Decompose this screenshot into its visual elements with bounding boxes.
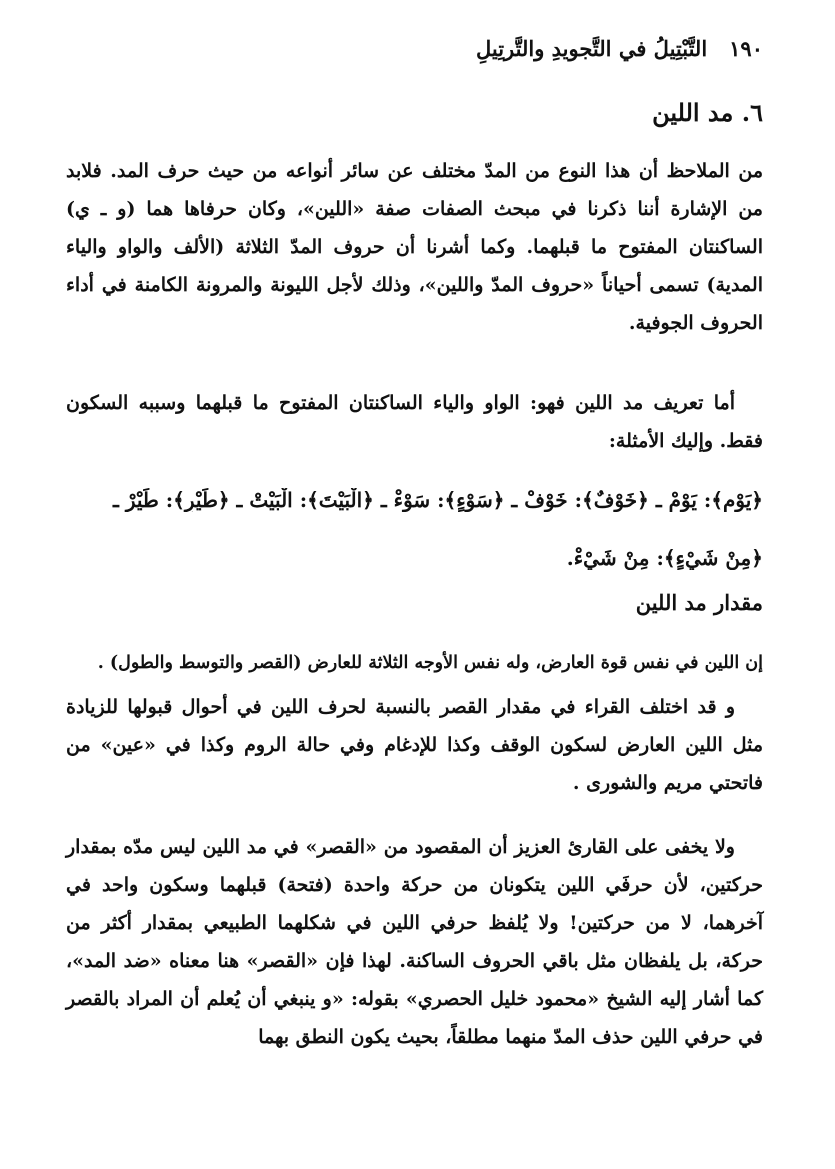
running-title: التَّبْتِيلُ في التَّجويدِ والتَّرتِيلِ <box>475 35 708 61</box>
examples-line-2: ﴿مِنْ شَيْءٍ﴾: مِنْ شَيْءْ. <box>566 546 763 570</box>
paragraph-definition-text: أما تعريف مد اللين فهو: الواو والياء الساكنتان المفتوح ما قبلهما وسببه السكون فقط. وإليك الأمثلة: <box>66 392 763 452</box>
paragraph-intro: من الملاحظ أن هذا النوع من المدّ مختلف عن سائر أنواعه من حيث حرف المد. فلابد من الإشارة أننا ذكرنا في مبحث الصفات صفة «اللين»، وكان حرفاها هما (و ـ ي) الساكنتان المفتوح ما قبلهما. وكما أشرنا أن حروف المدّ الثلاثة (الألف والواو والياء المدية) تسمى أحياناً «حروف المدّ واللين»، وذلك لأجل الليونة والمرونة الكامنة في أداء الحروف الجوفية. <box>66 160 763 334</box>
page-header <box>72 28 763 68</box>
paragraph-qasr-meaning-text: ولا يخفى على القارئ العزيز أن المقصود من «القصر» في مد اللين ليس مدّه بمقدار حركتين، لأن حرفَي اللين يتكونان من حركة واحدة (فتحة) قبلهما وسكون واحد في آخرهما، لا من حركتين! ولا يُلفظ حرفي اللين في شكلهما الطبيعي بمقدار أكثر من حركة، بل يلفظان مثل باقي الحروف الساكنة. لهذا فإن «القصر» هنا معناه «ضد المد»، كما أشار إليه الشيخ «محمود خليل الحصري» بقوله: «و ينبغي أن يُعلم أن المراد بالقصر في حرفي اللين حذف المدّ منهما مطلقاً، بحيث يكون النطق بهما <box>66 836 763 1048</box>
paragraph-qasr-meaning <box>66 828 763 1056</box>
examples-line-1: ﴿يَوْمِ﴾: يَوْمْ ـ ﴿خَوْفٌ﴾: خَوْفْ ـ ﴿سَوْءٍ﴾: سَوْءْ ـ ﴿الْبَيْتَ﴾: الْبَيْتْ ـ ﴿طَيْرٍ﴾: طَيْرْ ـ <box>113 488 763 512</box>
paragraph-readers-difference-text: و قد اختلف القراء في مقدار القصر بالنسبة لحرف اللين في أحوال قبولها للزيادة مثل اللين العارض لسكون الوقف وكذا للإدغام وفي حالة الروم وكذا في «عين» من فاتحتي مريم والشورى . <box>66 696 763 794</box>
subheading-amount: مقدار مد اللين <box>635 590 763 615</box>
paragraph-amount: إن اللين في نفس قوة العارض، وله نفس الأوجه الثلاثة للعارض (القصر والتوسط والطول) . <box>97 653 763 673</box>
section-title: ٦. مد اللين <box>652 98 763 127</box>
paragraph-definition <box>66 384 763 460</box>
paragraph-readers-difference <box>66 688 763 802</box>
page-number: ١٩٠ <box>729 35 763 61</box>
